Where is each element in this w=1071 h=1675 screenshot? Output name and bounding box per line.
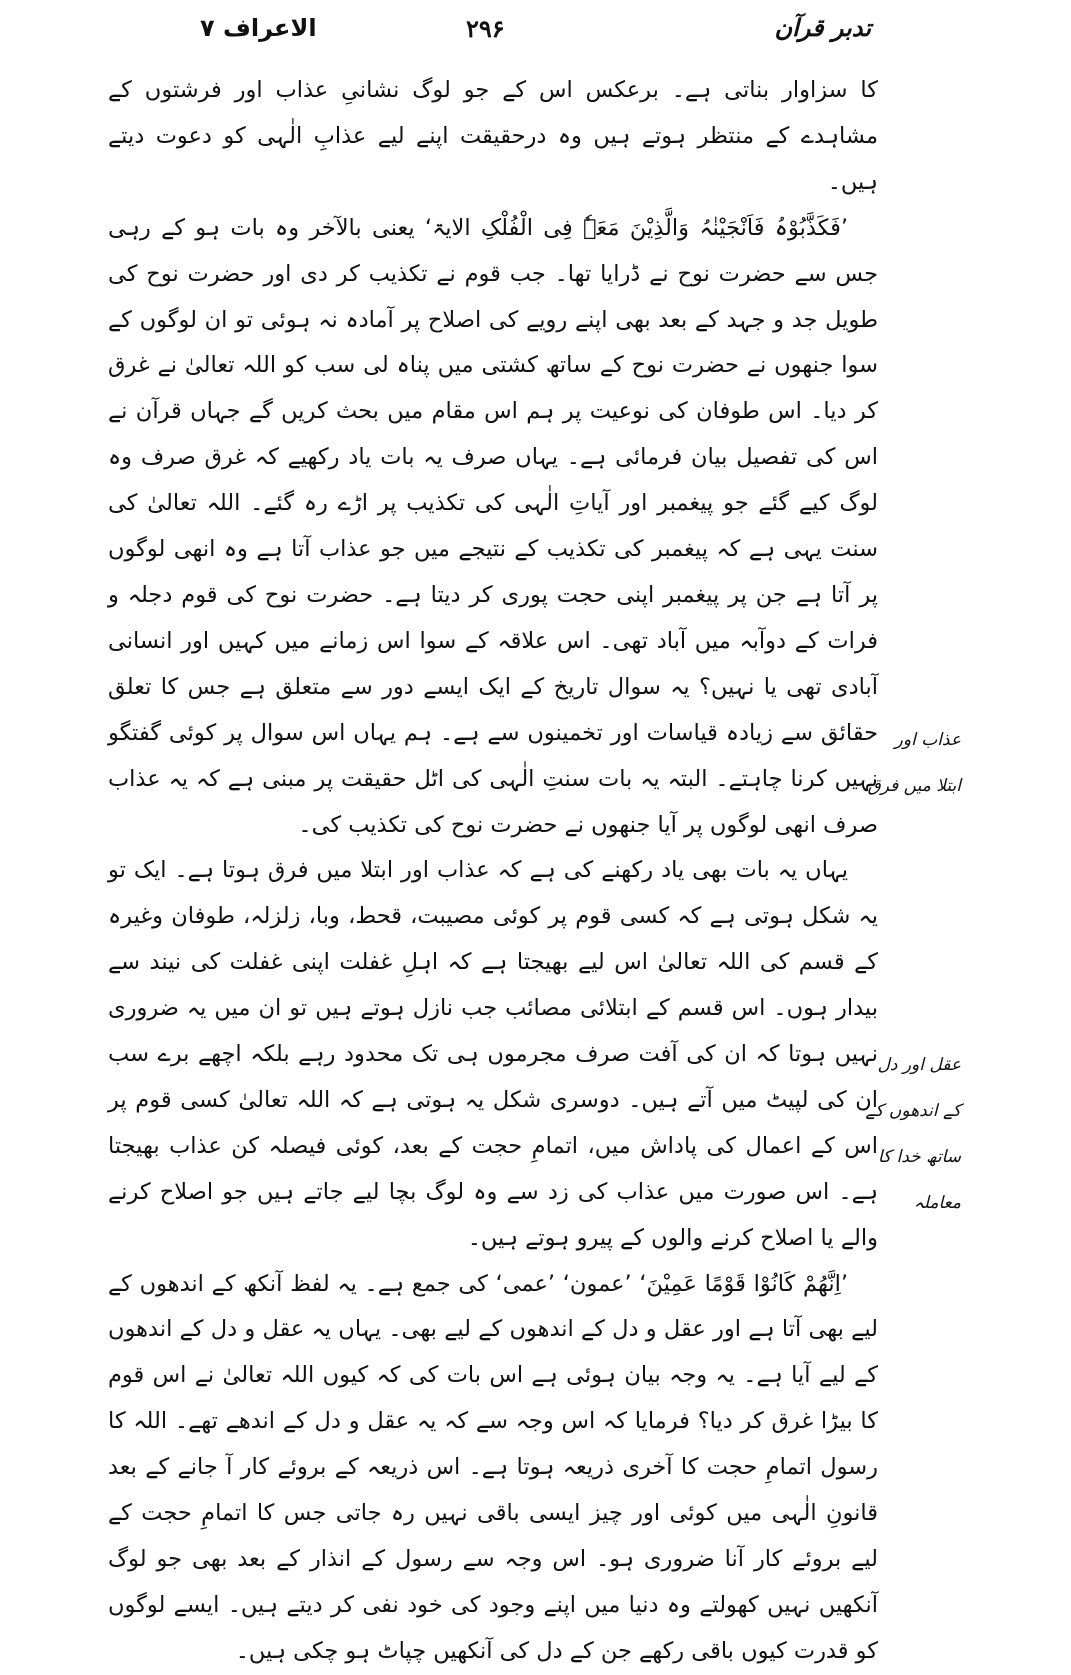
page-number: ۲۹۶: [466, 14, 505, 43]
paragraph: ’اِنَّھُمْ کَانُوْا قَوْمًا عَمِیْنَ‘ ’عمون‘ ’عمی‘ کی جمع ہے۔ یہ لفظ آنکھ کے اندھوں کے لیے بھی آتا ہے اور عقل و دل کے اندھوں کے لیے بھی۔ یہاں یہ عقل و دل کے اندھوں کے لیے آیا ہے۔ یہ وجہ بیان ہوئی ہے اس بات کی کہ کیوں اللہ تعالیٰ نے اس قوم کا بیڑا غرق کر دیا؟ فرمایا کہ اس وجہ سے کہ یہ عقل و دل کے اندھے تھے۔ اللہ کا رسول اتمامِ حجت کا آخری ذریعہ ہوتا ہے۔ اس ذریعہ کے بروئے کار آ جانے کے بعد قانونِ الٰہی میں کوئی اور چیز ایسی باقی نہیں رہ جاتی جس کا اتمامِ حجت کے لیے بروئے کار آنا ضروری ہو۔ اس وجہ سے رسول کے انذار کے بعد بھی جو لوگ آنکھیں نہیں کھولتے وہ دنیا میں اپنے وجود کی خود نفی کر دیتے ہیں۔ ایسے لوگوں کو قدرت کیوں باقی رکھے جن کے دل کی آنکھیں چپاٹ ہو چکی ہیں۔: [108, 1270, 878, 1664]
surah-name: الاعراف ۷: [200, 14, 317, 42]
paragraph: ’فَکَذَّبُوْہُ فَاَنْجَیْنٰہُ وَالَّذِیْنَ مَعَہٗ فِی الْفُلْکِ الایۃ‘ یعنی بالآخر وہ بات ہو کے رہی جس سے حضرت نوح نے ڈرایا تھا۔ جب قوم نے تکذیب کر دی اور حضرت نوح کی طویل جد و جہد کے بعد بھی اپنے رویے کی اصلاح پر آمادہ نہ ہوئی تو ان لوگوں کے سوا جنھوں نے حضرت نوح کے ساتھ کشتی میں پناہ لی سب کو اللہ تعالیٰ نے غرق کر دیا۔ اس طوفان کی نوعیت پر ہم اس مقام میں بحث کریں گے جہاں قرآن نے اس کی تفصیل بیان فرمائی ہے۔ یہاں صرف یہ بات یاد رکھیے کہ غرق صرف وہ لوگ کیے گئے جو پیغمبر اور آیاتِ الٰہی کی تکذیب پر اڑے رہ گئے۔ اللہ تعالیٰ کی سنت یہی ہے کہ پیغمبر کی تکذیب کے نتیجے میں جو عذاب آتا ہے وہ انھی لوگوں پر آتا ہے جن پر پیغمبر اپنی حجت پوری کر دیتا ہے۔ حضرت نوح کی قوم دجلہ و فرات کے دوآبہ میں آباد تھی۔ اس علاقہ کے سوا اس زمانے میں کہیں اور انسانی آبادی تھی یا نہیں؟ یہ سوال تاریخ کے ایک ایسے دور سے متعلق ہے جس کا تعلق حقائق سے زیادہ قیاسات اور تخمینوں سے ہے۔ ہم یہاں اس سوال پر کوئی گفتگو نہیں کرنا چاہتے۔ البتہ یہ بات سنتِ الٰہی کی اٹل حقیقت پر مبنی ہے کہ یہ عذاب صرف انھی لوگوں پر آیا جنھوں نے حضرت نوح کی تکذیب کی۔: [108, 214, 878, 838]
margin-note: عقل اور دل کے اندھوں کے ساتھ خدا کا معاملہ: [865, 1055, 961, 1213]
main-text: [108, 68, 878, 1675]
paragraph: کا سزاوار بناتی ہے۔ برعکس اس کے جو لوگ نشانیِ عذاب اور فرشتوں کے مشاہدے کے منتظر ہوتے ہیں وہ درحقیقت اپنے لیے عذابِ الٰہی کو دعوت دیتے ہیں۔: [108, 77, 878, 195]
paragraph: یہاں یہ بات بھی یاد رکھنے کی ہے کہ عذاب اور ابتلا میں فرق ہوتا ہے۔ ایک تو یہ شکل ہوتی ہے کہ کسی قوم پر کوئی مصیبت، قحط، وبا، زلزلہ، طوفان وغیرہ کے قسم کی اللہ تعالیٰ اس لیے بھیجتا ہے کہ اہلِ غفلت اپنی غفلت کی نیند سے بیدار ہوں۔ اس قسم کے ابتلائی مصائب جب نازل ہوتے ہیں تو ان میں یہ ضروری نہیں ہوتا کہ ان کی آفت صرف مجرموں ہی تک محدود رہے بلکہ اچھے برے سب ان کی لپیٹ میں آتے ہیں۔ دوسری شکل یہ ہوتی ہے کہ اللہ تعالیٰ کسی قوم پر اس کے اعمال کی پاداش میں، اتمامِ حجت کے بعد، کوئی فیصلہ کن عذاب بھیجتا ہے۔ اس صورت میں عذاب کی زد سے وہ لوگ بچا لیے جاتے ہیں جو اصلاح کرنے والے یا اصلاح کرنے والوں کے پیرو ہوتے ہیں۔: [108, 857, 878, 1251]
margin-note: عذاب اور ابتلا میں فرق: [867, 730, 961, 796]
book-title: تدبر قرآن: [774, 14, 871, 42]
